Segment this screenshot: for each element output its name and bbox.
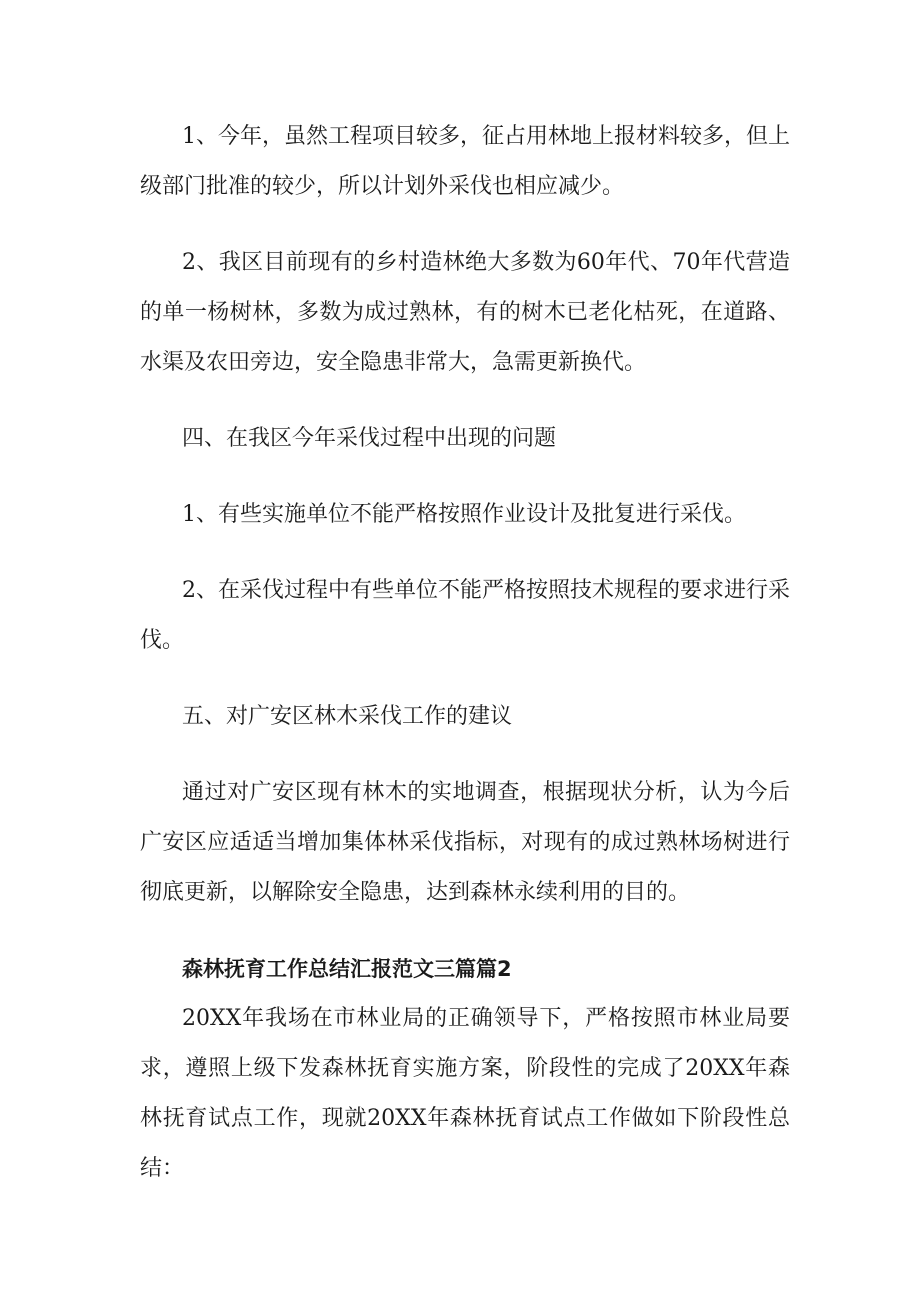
- paragraph-poplar-forest: 2、我区目前现有的乡村造林绝大多数为60年代、70年代营造的单一杨树林，多数为成过熟林，有的树木已老化枯死，在道路、水渠及农田旁边，安全隐患非常大，急需更新换代。: [140, 250, 790, 375]
- paragraph-summary-intro: 20XX年我场在市林业局的正确领导下，严格按照市林业局要求，遵照上级下发森林抚育实施方案，阶段性的完成了20XX年森林抚育试点工作，现就20XX年森林抚育试点工作做如下阶段性总结：: [140, 1006, 790, 1181]
- document-body: [140, 112, 790, 1194]
- section-title: 森林抚育工作总结汇报范文三篇篇2: [182, 957, 512, 981]
- paragraph-problem-2: 2、在采伐过程中有些单位不能严格按照技术规程的要求进行采伐。: [140, 578, 790, 653]
- heading-problems: 四、在我区今年采伐过程中出现的问题: [182, 426, 557, 451]
- paragraph-problem-1: 1、有些实施单位不能严格按照作业设计及批复进行采伐。: [182, 502, 746, 527]
- paragraph-approval-note: 1、今年，虽然工程项目较多，征占用林地上报材料较多，但上级部门批准的较少，所以计划外采伐也相应减少。: [140, 124, 790, 199]
- paragraph-suggestion: 通过对广安区现有林木的实地调查，根据现状分析，认为今后广安区应适适当增加集体林采伐指标，对现有的成过熟林场树进行彻底更新，以解除安全隐患，达到森林永续利用的目的。: [140, 780, 790, 905]
- heading-suggestions: 五、对广安区林木采伐工作的建议: [182, 704, 513, 729]
